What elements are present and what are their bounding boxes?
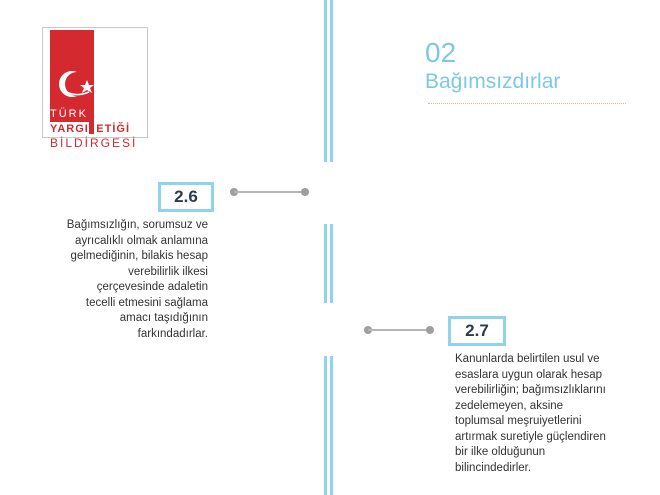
section-title: Bağımsızdırlar: [425, 70, 561, 93]
logo: [42, 27, 148, 150]
connector-dot: [301, 188, 309, 196]
item-text-line: bir ilke olduğunun: [455, 446, 546, 458]
item-text-line: çerçevesinde adaletin: [96, 281, 208, 293]
item-number-box: 2.7: [448, 316, 506, 346]
item-text-line: Kanunlarda belirtilen usul ve: [455, 353, 600, 365]
item-text-line: gelmediğinin, bilakis hesap: [70, 250, 208, 262]
timeline-line: [330, 0, 333, 162]
timeline-line: [330, 224, 333, 303]
crescent-star-icon: [55, 66, 105, 102]
item-text-line: verebilirliğin; bağımsızlıklarını: [455, 384, 606, 396]
item-text-line: amacı taşıdığının: [119, 312, 208, 324]
logo-line-2b: ETİĞİ: [96, 123, 131, 135]
item-text-line: bilincindedirler.: [455, 461, 532, 474]
logo-line-1: TÜRK: [50, 108, 88, 120]
item-text-line: ayrıcalıklı olmak anlamına: [75, 234, 208, 247]
connector-line: [368, 329, 430, 331]
connector-line: [234, 191, 306, 193]
item-text-line: zedelemeyen, aksine: [455, 399, 564, 412]
item-text-line: tecelli etmesini sağlama: [85, 296, 208, 309]
item-text-line: verebilirlik ilkesi: [128, 265, 208, 278]
connector-dot: [426, 326, 434, 334]
logo-line-2a: YARGI: [50, 123, 89, 135]
item-text-line: Bağımsızlığın, sorumsuz ve: [66, 219, 208, 231]
timeline-line: [324, 224, 327, 303]
item-text: [67, 218, 208, 342]
section-number: 02: [425, 37, 457, 68]
item-number-box: 2.6: [158, 182, 214, 212]
logo-line-3: BİLDİRGESİ: [50, 136, 138, 150]
item-text-line: toplumsal meşruiyetlerini: [455, 415, 582, 427]
timeline-line: [324, 0, 327, 162]
timeline-line: [324, 356, 327, 495]
item-text-line: farkındadırlar.: [137, 327, 208, 340]
logo-text: [50, 107, 146, 150]
item-text: [455, 352, 606, 476]
timeline-line: [330, 356, 333, 495]
section-divider: [428, 103, 626, 104]
item-text-line: artırmak suretiyle güçlendiren: [455, 430, 606, 443]
item-text-line: esaslara uygun olarak hesap: [455, 368, 603, 381]
